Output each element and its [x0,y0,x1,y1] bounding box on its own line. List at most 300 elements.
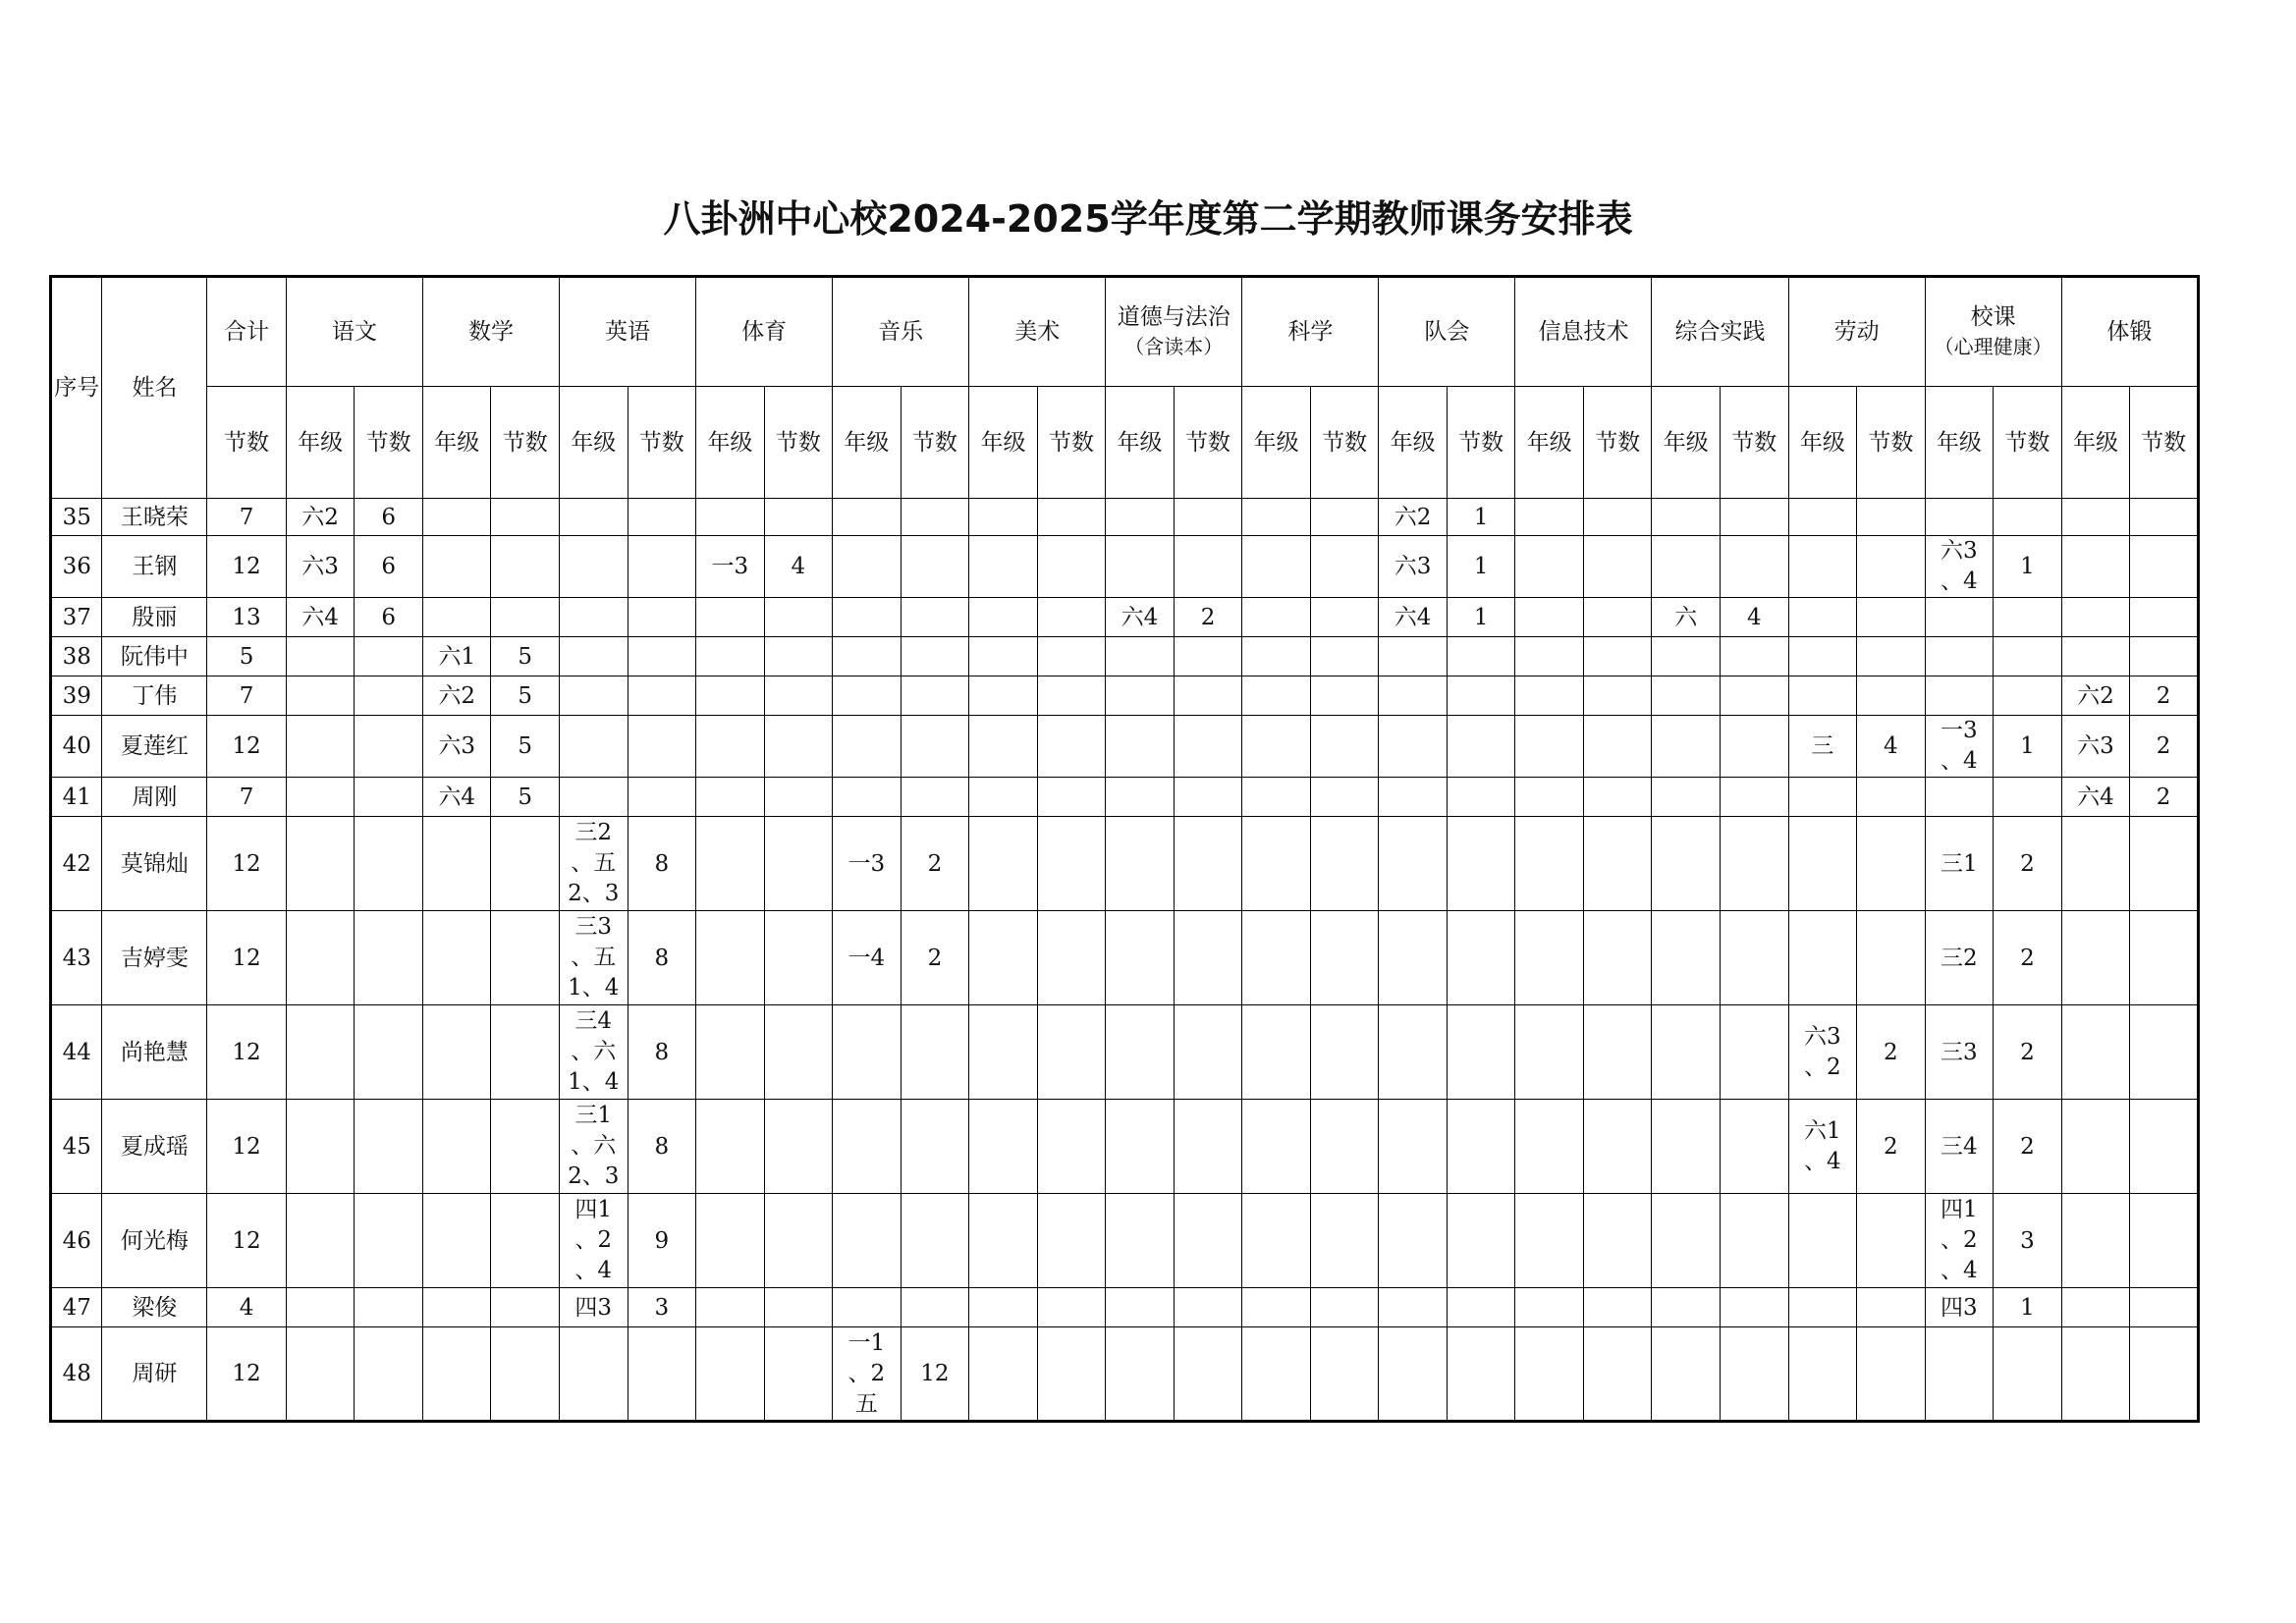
header-subject-label: 音乐 [878,319,924,345]
count-cell [491,1327,560,1422]
grade-cell [1379,1100,1448,1194]
header-subject-label: 综合实践 [1674,319,1766,345]
count-cell: 3 [628,1288,696,1327]
grade-cell [696,778,765,817]
header-grade: 年级 [833,387,902,499]
grade-cell [559,1100,628,1194]
header-grade: 年级 [1515,387,1584,499]
grade-line: 2、3 [568,881,620,906]
total-periods: 12 [207,817,287,911]
grade-cell [1925,1327,1994,1422]
header-subject-label: 信息技术 [1538,319,1629,345]
grade-cell [1379,778,1448,817]
count-cell [1037,598,1106,637]
grade-cell [833,676,902,716]
grade-cell [422,817,491,911]
count-cell [2130,1327,2199,1422]
grade-cell: 六4 [2061,778,2130,817]
grade-cell: 六4 [286,598,355,637]
count-cell: 1 [1447,536,1515,598]
course-schedule-table [49,275,2200,1423]
grade-cell [286,817,355,911]
grade-cell [969,1194,1038,1288]
header-subject-label: 校课 [1970,304,2016,330]
count-cell [1447,1327,1515,1422]
count-cell [1994,499,2062,536]
count-cell [355,1327,423,1422]
grade-cell [1788,778,1857,817]
grade-cell [1515,676,1584,716]
count-cell [1721,1100,1789,1194]
row-index: 37 [51,598,102,637]
count-cell: 12 [901,1327,969,1422]
count-cell: 8 [628,1100,696,1194]
row-index: 44 [51,1005,102,1100]
count-cell: 2 [1174,598,1242,637]
grade-cell [2061,637,2130,676]
grade-cell [1925,536,1994,598]
count-cell [2130,598,2199,637]
count-cell [355,637,423,676]
count-cell [1037,716,1106,778]
count-cell [1310,598,1379,637]
count-cell [491,1005,560,1100]
count-cell [901,499,969,536]
grade-cell: 六1 [422,637,491,676]
count-cell [901,598,969,637]
count-cell: 2 [1857,1100,1926,1194]
grade-cell [969,536,1038,598]
count-cell [1037,1327,1106,1422]
grade-cell [1242,1288,1311,1327]
count-cell [1721,536,1789,598]
grade-cell [559,778,628,817]
header-row-subjects [51,277,2199,387]
count-cell [1037,637,1106,676]
grade-cell: 六2 [422,676,491,716]
grade-cell [1242,1194,1311,1288]
grade-cell [1515,637,1584,676]
grade-cell [1242,637,1311,676]
count-cell [1857,817,1926,911]
grade-cell [286,676,355,716]
count-cell [1994,598,2062,637]
count-cell: 8 [628,817,696,911]
count-cell: 2 [2130,716,2199,778]
count-cell [491,911,560,1005]
header-subject-label: 队会 [1424,319,1470,345]
grade-cell [1106,1327,1175,1422]
grade-cell [1925,637,1994,676]
grade-cell [833,1194,902,1288]
grade-line: 、六 [571,1133,617,1159]
grade-cell [833,499,902,536]
grade-cell [1652,1327,1721,1422]
count-cell [1721,911,1789,1005]
header-grade: 年级 [2061,387,2130,499]
count-cell [1174,716,1242,778]
count-cell [1857,911,1926,1005]
grade-cell: 四3 [559,1288,628,1327]
grade-cell [2061,1100,2130,1194]
count-cell: 8 [628,1005,696,1100]
count-cell [1310,536,1379,598]
table-row [51,637,2199,676]
grade-cell [969,1005,1038,1100]
count-cell [1857,598,1926,637]
count-cell [355,778,423,817]
count-cell [901,536,969,598]
grade-cell [1242,1005,1311,1100]
header-count: 节数 [1174,387,1242,499]
grade-cell [1515,716,1584,778]
grade-cell [1106,499,1175,536]
header-subject-label: 体育 [741,319,788,345]
header-count: 节数 [355,387,423,499]
header-grade: 年级 [286,387,355,499]
page-title: 八卦洲中心校2024-2025学年度第二学期教师课务安排表 [663,197,1633,241]
grade-line: 一1 [847,1329,886,1356]
row-index: 39 [51,676,102,716]
grade-cell [969,817,1038,911]
count-cell [628,1327,696,1422]
grade-cell [1652,1288,1721,1327]
grade-cell [696,817,765,911]
count-cell [1447,911,1515,1005]
grade-cell [286,1194,355,1288]
header-subject [833,277,969,387]
grade-cell [696,499,765,536]
count-cell [355,1194,423,1288]
grade-cell [559,598,628,637]
header-index: 序号 [51,277,102,499]
count-cell [1037,817,1106,911]
count-cell [764,1100,833,1194]
grade-cell [1925,1194,1994,1288]
count-cell [764,1194,833,1288]
count-cell [1583,499,1652,536]
grade-cell [969,911,1038,1005]
grade-cell [1515,778,1584,817]
count-cell [1857,499,1926,536]
header-subject-label: 数学 [467,319,514,345]
count-cell [1310,1327,1379,1422]
header-grade: 年级 [422,387,491,499]
grade-cell: 六 [1652,598,1721,637]
grade-cell [833,536,902,598]
header-name: 姓名 [102,277,207,499]
grade-cell [1379,1005,1448,1100]
count-cell [355,911,423,1005]
grade-cell [1242,716,1311,778]
count-cell: 2 [1994,1005,2062,1100]
grade-line: 、六 [571,1039,617,1064]
grade-cell: 六4 [422,778,491,817]
grade-cell: 六4 [1379,598,1448,637]
grade-cell [1652,676,1721,716]
grade-cell [1788,1288,1857,1327]
grade-cell: 三 [1788,716,1857,778]
grade-line: 三2 [574,820,613,845]
header-grade: 年级 [1925,387,1994,499]
grade-cell [1106,676,1175,716]
table-row [51,1005,2199,1100]
grade-cell [286,637,355,676]
count-cell [1310,499,1379,536]
grade-cell [696,676,765,716]
count-cell [1447,1100,1515,1194]
count-cell [1174,676,1242,716]
grade-cell [1652,499,1721,536]
header-grade: 年级 [1379,387,1448,499]
teacher-name: 丁伟 [102,676,207,716]
count-cell: 6 [355,499,423,536]
count-cell [764,716,833,778]
header-subject [1379,277,1515,387]
count-cell: 6 [355,536,423,598]
teacher-name: 周刚 [102,778,207,817]
count-cell [1310,637,1379,676]
grade-line: 、4 [1941,748,1978,774]
grade-cell [559,1327,628,1422]
grade-line: 三3 [574,914,613,940]
count-cell [1721,676,1789,716]
teacher-name: 殷丽 [102,598,207,637]
table-row [51,778,2199,817]
grade-cell [1925,499,1994,536]
grade-cell [286,911,355,1005]
row-index: 48 [51,1327,102,1422]
count-cell [901,778,969,817]
total-periods: 12 [207,536,287,598]
count-cell: 5 [491,676,560,716]
grade-cell [696,1100,765,1194]
grade-cell [1242,817,1311,911]
teacher-name: 尚艳慧 [102,1005,207,1100]
grade-cell [422,499,491,536]
grade-cell [696,598,765,637]
grade-cell [1515,1005,1584,1100]
header-count: 节数 [764,387,833,499]
count-cell [1037,1005,1106,1100]
count-cell [1447,817,1515,911]
count-cell [1721,1194,1789,1288]
grade-cell [1652,1194,1721,1288]
grade-line: 1、4 [568,975,620,1001]
header-count: 节数 [2130,387,2199,499]
teacher-name: 王钢 [102,536,207,598]
grade-cell [2061,1194,2130,1288]
table-row [51,1194,2199,1288]
grade-cell [286,1327,355,1422]
header-subject-sublabel: （含读本） [1124,335,1224,358]
grade-cell [969,1288,1038,1327]
count-cell [1721,1005,1789,1100]
grade-cell [1652,817,1721,911]
grade-cell [559,1194,628,1288]
count-cell [2130,499,2199,536]
grade-cell: 六4 [1106,598,1175,637]
count-cell [1857,1327,1926,1422]
grade-cell [1925,676,1994,716]
header-grade: 年级 [559,387,628,499]
header-subject-label: 道德与法治 [1117,304,1230,330]
total-periods: 7 [207,778,287,817]
row-index: 36 [51,536,102,598]
count-cell [1857,637,1926,676]
grade-cell: 四3 [1925,1288,1994,1327]
grade-cell [1379,676,1448,716]
grade-cell [1106,536,1175,598]
grade-cell [1379,1194,1448,1288]
count-cell [355,1288,423,1327]
count-cell [1583,716,1652,778]
grade-cell [1788,1100,1857,1194]
header-subject [559,277,695,387]
count-cell [1310,778,1379,817]
grade-cell: 六2 [286,499,355,536]
grade-cell [1788,536,1857,598]
count-cell [1994,778,2062,817]
row-index: 41 [51,778,102,817]
count-cell [901,676,969,716]
count-cell [1857,1288,1926,1327]
grade-cell: 三3 [1925,1005,1994,1100]
grade-cell [969,637,1038,676]
grade-cell [1242,536,1311,598]
count-cell [1447,778,1515,817]
grade-line: 三4 [574,1008,613,1034]
grade-cell [2061,1288,2130,1327]
grade-cell [1242,911,1311,1005]
grade-cell [559,637,628,676]
count-cell [901,716,969,778]
header-subject [1925,277,2061,387]
header-subject-sublabel: （心理健康） [1934,335,2052,358]
count-cell [1447,1005,1515,1100]
count-cell [1174,499,1242,536]
count-cell [355,1100,423,1194]
count-cell [1174,778,1242,817]
teacher-name: 夏莲红 [102,716,207,778]
header-subject-label: 体锻 [2106,319,2153,345]
count-cell: 1 [1994,536,2062,598]
count-cell [1037,499,1106,536]
count-cell [1583,817,1652,911]
count-cell [1583,1100,1652,1194]
header-grade: 年级 [1106,387,1175,499]
count-cell [355,817,423,911]
grade-cell [1515,817,1584,911]
count-cell: 2 [2130,778,2199,817]
grade-line: 、4 [1941,568,1978,594]
grade-cell [422,1100,491,1194]
header-grade: 年级 [1652,387,1721,499]
total-periods: 12 [207,1194,287,1288]
grade-cell [1106,778,1175,817]
row-index: 40 [51,716,102,778]
grade-cell: 三4 [1925,1100,1994,1194]
grade-cell [696,637,765,676]
grade-cell [696,1194,765,1288]
grade-cell [559,499,628,536]
grade-cell [833,1288,902,1327]
header-count: 节数 [1037,387,1106,499]
count-cell [764,1005,833,1100]
teacher-name: 莫锦灿 [102,817,207,911]
grade-cell: 六3 [1379,536,1448,598]
grade-cell [1515,1194,1584,1288]
grade-cell [969,1100,1038,1194]
grade-cell [1379,817,1448,911]
grade-cell [1652,716,1721,778]
grade-cell [969,598,1038,637]
count-cell [764,499,833,536]
count-cell [628,499,696,536]
count-cell [1174,536,1242,598]
header-subject [969,277,1106,387]
count-cell [764,911,833,1005]
count-cell: 2 [1857,1005,1926,1100]
header-subject-label: 语文 [331,319,377,345]
count-cell [1174,637,1242,676]
total-periods: 7 [207,676,287,716]
grade-cell: 六3 [422,716,491,778]
grade-line: 、2 [847,1360,886,1386]
grade-cell [559,817,628,911]
row-index: 35 [51,499,102,536]
count-cell [1447,716,1515,778]
grade-cell [1925,598,1994,637]
count-cell [1447,676,1515,716]
grade-cell [286,1288,355,1327]
count-cell [2130,1194,2199,1288]
grade-cell [559,911,628,1005]
header-total: 合计 [207,277,287,387]
header-subject [1242,277,1379,387]
grade-cell: 六2 [2061,676,2130,716]
grade-cell [1242,598,1311,637]
grade-cell: 一4 [833,911,902,1005]
header-count: 节数 [901,387,969,499]
teacher-name: 周研 [102,1327,207,1422]
count-cell [1721,637,1789,676]
grade-cell [286,1100,355,1194]
table-row [51,598,2199,637]
count-cell [764,1288,833,1327]
count-cell [628,637,696,676]
grade-cell [969,676,1038,716]
count-cell [1583,911,1652,1005]
grade-cell [286,1005,355,1100]
count-cell [2130,1005,2199,1100]
grade-cell [286,778,355,817]
teacher-name: 王晓荣 [102,499,207,536]
table-row [51,1100,2199,1194]
grade-cell [1106,911,1175,1005]
count-cell [1583,676,1652,716]
count-cell [1037,536,1106,598]
grade-cell [1106,1005,1175,1100]
grade-cell: 六3 [2061,716,2130,778]
count-cell [628,598,696,637]
count-cell [628,716,696,778]
header-subject [696,277,833,387]
count-cell [1994,1327,2062,1422]
grade-cell [1925,778,1994,817]
header-row-columns [51,387,2199,499]
header-count: 节数 [1583,387,1652,499]
